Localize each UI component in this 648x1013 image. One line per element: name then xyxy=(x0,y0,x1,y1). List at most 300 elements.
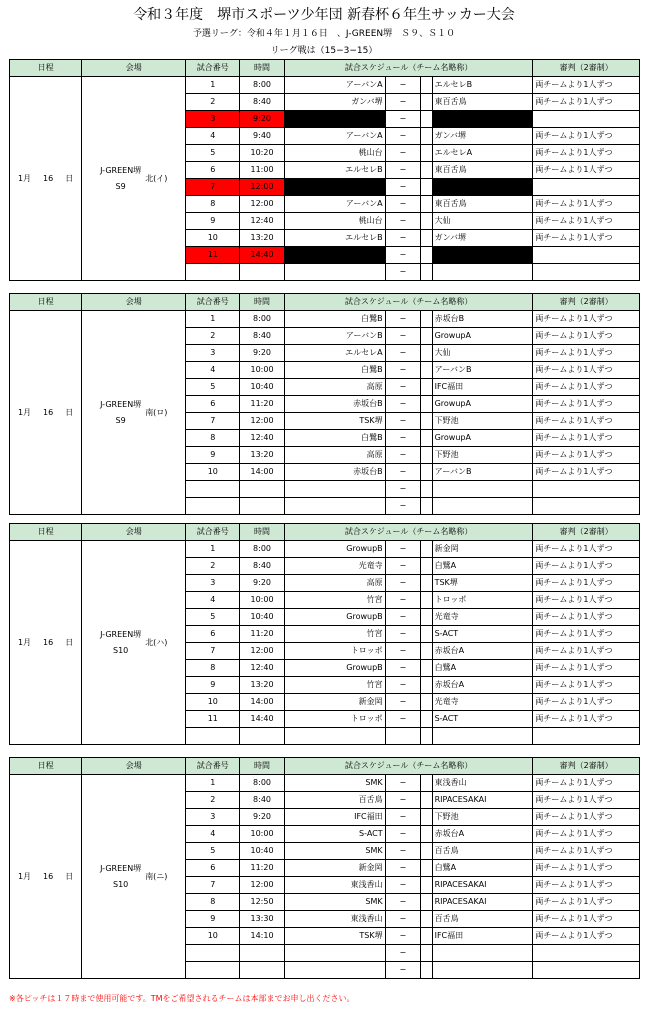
referee-assignment: 両チームより1人ずつ xyxy=(533,430,640,447)
home-team: 新金岡 xyxy=(284,694,385,711)
away-team: 新金岡 xyxy=(432,541,533,558)
vs-separator: − xyxy=(385,592,421,609)
header-match-no: 試合番号 xyxy=(186,60,240,77)
page-title: 令和３年度 堺市スポーツ少年団 新春杯６年生サッカー大会 xyxy=(133,7,515,23)
gap-cell xyxy=(421,877,432,894)
match-time: 9:40 xyxy=(240,128,285,145)
schedule-table-section-3 xyxy=(9,523,640,745)
header-time: 時間 xyxy=(240,758,285,775)
vs-separator: − xyxy=(385,464,421,481)
referee-assignment: 両チームより1人ずつ xyxy=(533,928,640,945)
header-venue: 会場 xyxy=(82,524,186,541)
referee-assignment: 両チームより1人ずつ xyxy=(533,213,640,230)
header-referee: 審判（2審制） xyxy=(533,524,640,541)
gap-cell xyxy=(421,677,432,694)
gap-cell xyxy=(421,643,432,660)
away-team: RIPACESAKAI xyxy=(432,877,533,894)
away-team: ガンバ堺 xyxy=(432,128,533,145)
vs-separator: − xyxy=(385,775,421,792)
match-number: 4 xyxy=(186,362,240,379)
referee-assignment: 両チームより1人ずつ xyxy=(533,162,640,179)
match-number: 10 xyxy=(186,230,240,247)
venue-name: J-GREEN堺 S10 xyxy=(100,629,142,655)
away-team: S-ACT xyxy=(432,626,533,643)
match-time: 11:20 xyxy=(240,396,285,413)
referee-assignment: 両チームより1人ずつ xyxy=(533,196,640,213)
match-time: 11:00 xyxy=(240,162,285,179)
away-team: RIPACESAKAI xyxy=(432,894,533,911)
header-match-no: 試合番号 xyxy=(186,524,240,541)
date-weekday: 日 xyxy=(65,637,74,647)
gap-cell xyxy=(421,213,432,230)
referee-assignment: 両チームより1人ずつ xyxy=(533,558,640,575)
vs-separator: − xyxy=(385,809,421,826)
gap-cell xyxy=(421,94,432,111)
away-team: 赤坂台A xyxy=(432,643,533,660)
venue-name: J-GREEN堺 S9 xyxy=(100,399,142,425)
away-team: GrowupA xyxy=(432,430,533,447)
match-number: 9 xyxy=(186,213,240,230)
home-team: 白鷺B xyxy=(284,430,385,447)
match-number xyxy=(186,481,240,498)
away-team: 光竜寺 xyxy=(432,694,533,711)
home-team xyxy=(284,945,385,962)
match-time: 14:40 xyxy=(240,247,285,264)
gap-cell xyxy=(421,711,432,728)
away-team: 百舌鳥 xyxy=(432,911,533,928)
date-day: 16 xyxy=(43,173,54,183)
gap-cell xyxy=(421,230,432,247)
gap-cell xyxy=(421,575,432,592)
home-team: アーバンA xyxy=(284,196,385,213)
match-time xyxy=(240,962,285,979)
match-time: 13:30 xyxy=(240,911,285,928)
match-time: 10:20 xyxy=(240,145,285,162)
match-time: 11:20 xyxy=(240,626,285,643)
vs-separator: − xyxy=(385,145,421,162)
match-date xyxy=(10,541,82,745)
referee-assignment xyxy=(533,111,640,128)
home-team: アーバンA xyxy=(284,77,385,94)
referee-assignment: 両チームより1人ずつ xyxy=(533,860,640,877)
venue-cell xyxy=(82,77,186,281)
match-number: 1 xyxy=(186,541,240,558)
match-time: 10:40 xyxy=(240,609,285,626)
home-team xyxy=(284,247,385,264)
match-number: 4 xyxy=(186,592,240,609)
home-team: 桃山台 xyxy=(284,145,385,162)
vs-separator: − xyxy=(385,558,421,575)
home-team xyxy=(284,481,385,498)
match-number: 7 xyxy=(186,413,240,430)
match-number: 5 xyxy=(186,609,240,626)
table-row xyxy=(10,77,640,94)
match-time xyxy=(240,264,285,281)
gap-cell xyxy=(421,626,432,643)
match-time: 10:40 xyxy=(240,843,285,860)
header-venue: 会場 xyxy=(82,294,186,311)
home-team: 白鷺B xyxy=(284,311,385,328)
vs-separator: − xyxy=(385,247,421,264)
vs-separator: − xyxy=(385,328,421,345)
away-team: 白鷺A xyxy=(432,660,533,677)
match-number: 2 xyxy=(186,558,240,575)
referee-assignment: 両チームより1人ずつ xyxy=(533,77,640,94)
table-header-row xyxy=(10,60,640,77)
pitch-label: 南(ロ) xyxy=(145,407,168,417)
match-date xyxy=(10,77,82,281)
match-time: 9:20 xyxy=(240,345,285,362)
home-team: SMK xyxy=(284,775,385,792)
vs-separator: − xyxy=(385,379,421,396)
match-number: 6 xyxy=(186,626,240,643)
vs-separator: − xyxy=(385,894,421,911)
away-team: 大仙 xyxy=(432,345,533,362)
referee-assignment: 両チームより1人ずつ xyxy=(533,660,640,677)
away-team: 東百舌鳥 xyxy=(432,162,533,179)
home-team: 光竜寺 xyxy=(284,558,385,575)
venue-cell xyxy=(82,541,186,745)
home-team: 竹宮 xyxy=(284,626,385,643)
home-team: アーバンB xyxy=(284,328,385,345)
vs-separator: − xyxy=(385,877,421,894)
match-number: 3 xyxy=(186,345,240,362)
vs-separator: − xyxy=(385,643,421,660)
gap-cell xyxy=(421,541,432,558)
home-team: GrowupB xyxy=(284,541,385,558)
match-number: 5 xyxy=(186,145,240,162)
match-time: 8:00 xyxy=(240,311,285,328)
header-venue: 会場 xyxy=(82,60,186,77)
match-number: 2 xyxy=(186,94,240,111)
match-number: 10 xyxy=(186,928,240,945)
home-team: 桃山台 xyxy=(284,213,385,230)
home-team: SMK xyxy=(284,843,385,860)
gap-cell xyxy=(421,196,432,213)
referee-assignment xyxy=(533,945,640,962)
header-date: 日程 xyxy=(10,758,82,775)
vs-separator: − xyxy=(385,694,421,711)
match-number: 1 xyxy=(186,311,240,328)
home-team: S-ACT xyxy=(284,826,385,843)
gap-cell xyxy=(421,128,432,145)
match-number: 1 xyxy=(186,77,240,94)
gap-cell xyxy=(421,379,432,396)
home-team: エルセレB xyxy=(284,162,385,179)
referee-assignment: 両チームより1人ずつ xyxy=(533,145,640,162)
gap-cell xyxy=(421,945,432,962)
match-time: 8:00 xyxy=(240,541,285,558)
vs-separator: − xyxy=(385,792,421,809)
away-team: エルセレB xyxy=(432,77,533,94)
away-team: GrowupA xyxy=(432,396,533,413)
gap-cell xyxy=(421,77,432,94)
table-row xyxy=(10,311,640,328)
match-number: 9 xyxy=(186,447,240,464)
away-team: 赤坂台B xyxy=(432,311,533,328)
table-header-row xyxy=(10,758,640,775)
gap-cell xyxy=(421,558,432,575)
home-team: 竹宮 xyxy=(284,592,385,609)
away-team: IFC福田 xyxy=(432,379,533,396)
referee-assignment xyxy=(533,962,640,979)
gap-cell xyxy=(421,362,432,379)
match-number: 11 xyxy=(186,247,240,264)
home-team xyxy=(284,179,385,196)
header-referee: 審判（2審制） xyxy=(533,60,640,77)
home-team: 赤坂台B xyxy=(284,464,385,481)
referee-assignment: 両チームより1人ずつ xyxy=(533,911,640,928)
match-number: 2 xyxy=(186,792,240,809)
gap-cell xyxy=(421,345,432,362)
table-row xyxy=(10,541,640,558)
vs-separator: − xyxy=(385,162,421,179)
header-referee: 審判（2審制） xyxy=(533,758,640,775)
away-team: アーバンB xyxy=(432,464,533,481)
header-schedule: 試合スケジュール（チーム名略称） xyxy=(284,524,533,541)
gap-cell xyxy=(421,728,432,745)
gap-cell xyxy=(421,328,432,345)
match-number: 9 xyxy=(186,911,240,928)
match-number: 11 xyxy=(186,711,240,728)
away-team: 赤坂台A xyxy=(432,826,533,843)
away-team: IFC福田 xyxy=(432,928,533,945)
match-number: 5 xyxy=(186,843,240,860)
match-number: 3 xyxy=(186,809,240,826)
away-team: RIPACESAKAI xyxy=(432,792,533,809)
match-time xyxy=(240,481,285,498)
away-team: 光竜寺 xyxy=(432,609,533,626)
vs-separator: − xyxy=(385,77,421,94)
home-team: TSK堺 xyxy=(284,413,385,430)
schedule-table-section-2 xyxy=(9,293,640,515)
referee-assignment: 両チームより1人ずつ xyxy=(533,775,640,792)
match-number xyxy=(186,945,240,962)
match-number: 8 xyxy=(186,196,240,213)
away-team: S-ACT xyxy=(432,711,533,728)
away-team xyxy=(432,962,533,979)
gap-cell xyxy=(421,843,432,860)
home-team: エルセレA xyxy=(284,345,385,362)
match-number: 4 xyxy=(186,826,240,843)
match-time: 8:40 xyxy=(240,328,285,345)
away-team: エルセレA xyxy=(432,145,533,162)
venue-cell xyxy=(82,311,186,515)
table-header-row xyxy=(10,294,640,311)
match-time: 8:00 xyxy=(240,77,285,94)
vs-separator: − xyxy=(385,826,421,843)
referee-assignment: 両チームより1人ずつ xyxy=(533,843,640,860)
venue-name: J-GREEN堺 S10 xyxy=(100,863,142,889)
match-time: 9:20 xyxy=(240,575,285,592)
gap-cell xyxy=(421,430,432,447)
home-team: 東浅香山 xyxy=(284,911,385,928)
match-number: 7 xyxy=(186,643,240,660)
header-date: 日程 xyxy=(10,294,82,311)
match-time: 12:00 xyxy=(240,413,285,430)
match-number: 3 xyxy=(186,111,240,128)
away-team: 東浅香山 xyxy=(432,775,533,792)
match-number: 1 xyxy=(186,775,240,792)
vs-separator: − xyxy=(385,609,421,626)
match-number: 6 xyxy=(186,396,240,413)
vs-separator xyxy=(385,728,421,745)
match-number xyxy=(186,264,240,281)
gap-cell xyxy=(421,592,432,609)
header-schedule: 試合スケジュール（チーム名略称） xyxy=(284,60,533,77)
referee-assignment xyxy=(533,179,640,196)
referee-assignment: 両チームより1人ずつ xyxy=(533,711,640,728)
match-time: 12:00 xyxy=(240,196,285,213)
table-row xyxy=(10,775,640,792)
gap-cell xyxy=(421,660,432,677)
match-time: 13:20 xyxy=(240,447,285,464)
date-month: 1月 xyxy=(17,871,32,881)
vs-separator: − xyxy=(385,213,421,230)
gap-cell xyxy=(421,264,432,281)
away-team: 白鷺A xyxy=(432,558,533,575)
match-number: 7 xyxy=(186,877,240,894)
header-referee: 審判（2審制） xyxy=(533,294,640,311)
home-team: 白鷺B xyxy=(284,362,385,379)
referee-assignment: 両チームより1人ずつ xyxy=(533,345,640,362)
vs-separator: − xyxy=(385,230,421,247)
gap-cell xyxy=(421,498,432,515)
home-team: 新金岡 xyxy=(284,860,385,877)
away-team: 大仙 xyxy=(432,213,533,230)
date-month: 1月 xyxy=(17,637,32,647)
vs-separator: − xyxy=(385,264,421,281)
gap-cell xyxy=(421,860,432,877)
match-time: 10:00 xyxy=(240,826,285,843)
home-team xyxy=(284,962,385,979)
away-team: TSK堺 xyxy=(432,575,533,592)
match-time: 14:40 xyxy=(240,711,285,728)
match-number xyxy=(186,498,240,515)
referee-assignment: 両チームより1人ずつ xyxy=(533,694,640,711)
away-team xyxy=(432,945,533,962)
referee-assignment: 両チームより1人ずつ xyxy=(533,94,640,111)
header-match-no: 試合番号 xyxy=(186,758,240,775)
match-number: 10 xyxy=(186,464,240,481)
vs-separator: − xyxy=(385,541,421,558)
match-date xyxy=(10,775,82,979)
referee-assignment: 両チームより1人ずつ xyxy=(533,609,640,626)
gap-cell xyxy=(421,247,432,264)
home-team xyxy=(284,111,385,128)
home-team: TSK堺 xyxy=(284,928,385,945)
header-time: 時間 xyxy=(240,294,285,311)
gap-cell xyxy=(421,826,432,843)
vs-separator: − xyxy=(385,660,421,677)
match-number: 10 xyxy=(186,694,240,711)
gap-cell xyxy=(421,775,432,792)
away-team: トロッポ xyxy=(432,592,533,609)
away-team: アーバンB xyxy=(432,362,533,379)
gap-cell xyxy=(421,413,432,430)
match-time: 14:10 xyxy=(240,928,285,945)
referee-assignment: 両チームより1人ずつ xyxy=(533,128,640,145)
header-date: 日程 xyxy=(10,524,82,541)
away-team: ガンバ堺 xyxy=(432,230,533,247)
header-date: 日程 xyxy=(10,60,82,77)
home-team: IFC福田 xyxy=(284,809,385,826)
referee-assignment: 両チームより1人ずつ xyxy=(533,447,640,464)
pitch-label: 北(ハ) xyxy=(145,637,168,647)
match-time xyxy=(240,728,285,745)
date-weekday: 日 xyxy=(65,871,74,881)
vs-separator: − xyxy=(385,626,421,643)
pitch-label: 北(イ) xyxy=(145,173,168,183)
match-number xyxy=(186,962,240,979)
vs-separator: − xyxy=(385,860,421,877)
footer-note: ※各ピッチは１７時まで使用可能です。TMをご希望されるチームは本部までお申し出ください。 xyxy=(9,994,355,1003)
referee-assignment: 両チームより1人ずつ xyxy=(533,379,640,396)
away-team xyxy=(432,728,533,745)
gap-cell xyxy=(421,396,432,413)
match-time: 9:20 xyxy=(240,809,285,826)
gap-cell xyxy=(421,311,432,328)
match-number: 4 xyxy=(186,128,240,145)
header-time: 時間 xyxy=(240,60,285,77)
match-time xyxy=(240,498,285,515)
referee-assignment xyxy=(533,728,640,745)
header-schedule: 試合スケジュール（チーム名略称） xyxy=(284,758,533,775)
referee-assignment xyxy=(533,264,640,281)
home-team: SMK xyxy=(284,894,385,911)
gap-cell xyxy=(421,694,432,711)
vs-separator: − xyxy=(385,447,421,464)
match-number: 9 xyxy=(186,677,240,694)
date-weekday: 日 xyxy=(65,173,74,183)
vs-separator: − xyxy=(385,396,421,413)
home-team: 高原 xyxy=(284,575,385,592)
away-team: 下野池 xyxy=(432,809,533,826)
match-time: 12:40 xyxy=(240,660,285,677)
away-team: 東百舌鳥 xyxy=(432,196,533,213)
match-number: 8 xyxy=(186,430,240,447)
gap-cell xyxy=(421,447,432,464)
referee-assignment: 両チームより1人ずつ xyxy=(533,464,640,481)
vs-separator: − xyxy=(385,179,421,196)
home-team xyxy=(284,498,385,515)
header-schedule: 試合スケジュール（チーム名略称） xyxy=(284,294,533,311)
match-number xyxy=(186,728,240,745)
home-team: GrowupB xyxy=(284,609,385,626)
away-team: GrowupA xyxy=(432,328,533,345)
away-team: 下野池 xyxy=(432,447,533,464)
match-time xyxy=(240,945,285,962)
referee-assignment: 両チームより1人ずつ xyxy=(533,592,640,609)
schedule-table-section-4 xyxy=(9,757,640,979)
referee-assignment: 両チームより1人ずつ xyxy=(533,541,640,558)
referee-assignment: 両チームより1人ずつ xyxy=(533,626,640,643)
gap-cell xyxy=(421,145,432,162)
match-time: 11:20 xyxy=(240,860,285,877)
gap-cell xyxy=(421,809,432,826)
gap-cell xyxy=(421,894,432,911)
match-time: 13:20 xyxy=(240,677,285,694)
header-time: 時間 xyxy=(240,524,285,541)
match-time: 8:40 xyxy=(240,792,285,809)
match-time: 9:20 xyxy=(240,111,285,128)
referee-assignment: 両チームより1人ずつ xyxy=(533,230,640,247)
home-team: トロッポ xyxy=(284,711,385,728)
match-time: 12:00 xyxy=(240,643,285,660)
referee-assignment: 両チームより1人ずつ xyxy=(533,575,640,592)
home-team: 竹宮 xyxy=(284,677,385,694)
referee-assignment: 両チームより1人ずつ xyxy=(533,311,640,328)
